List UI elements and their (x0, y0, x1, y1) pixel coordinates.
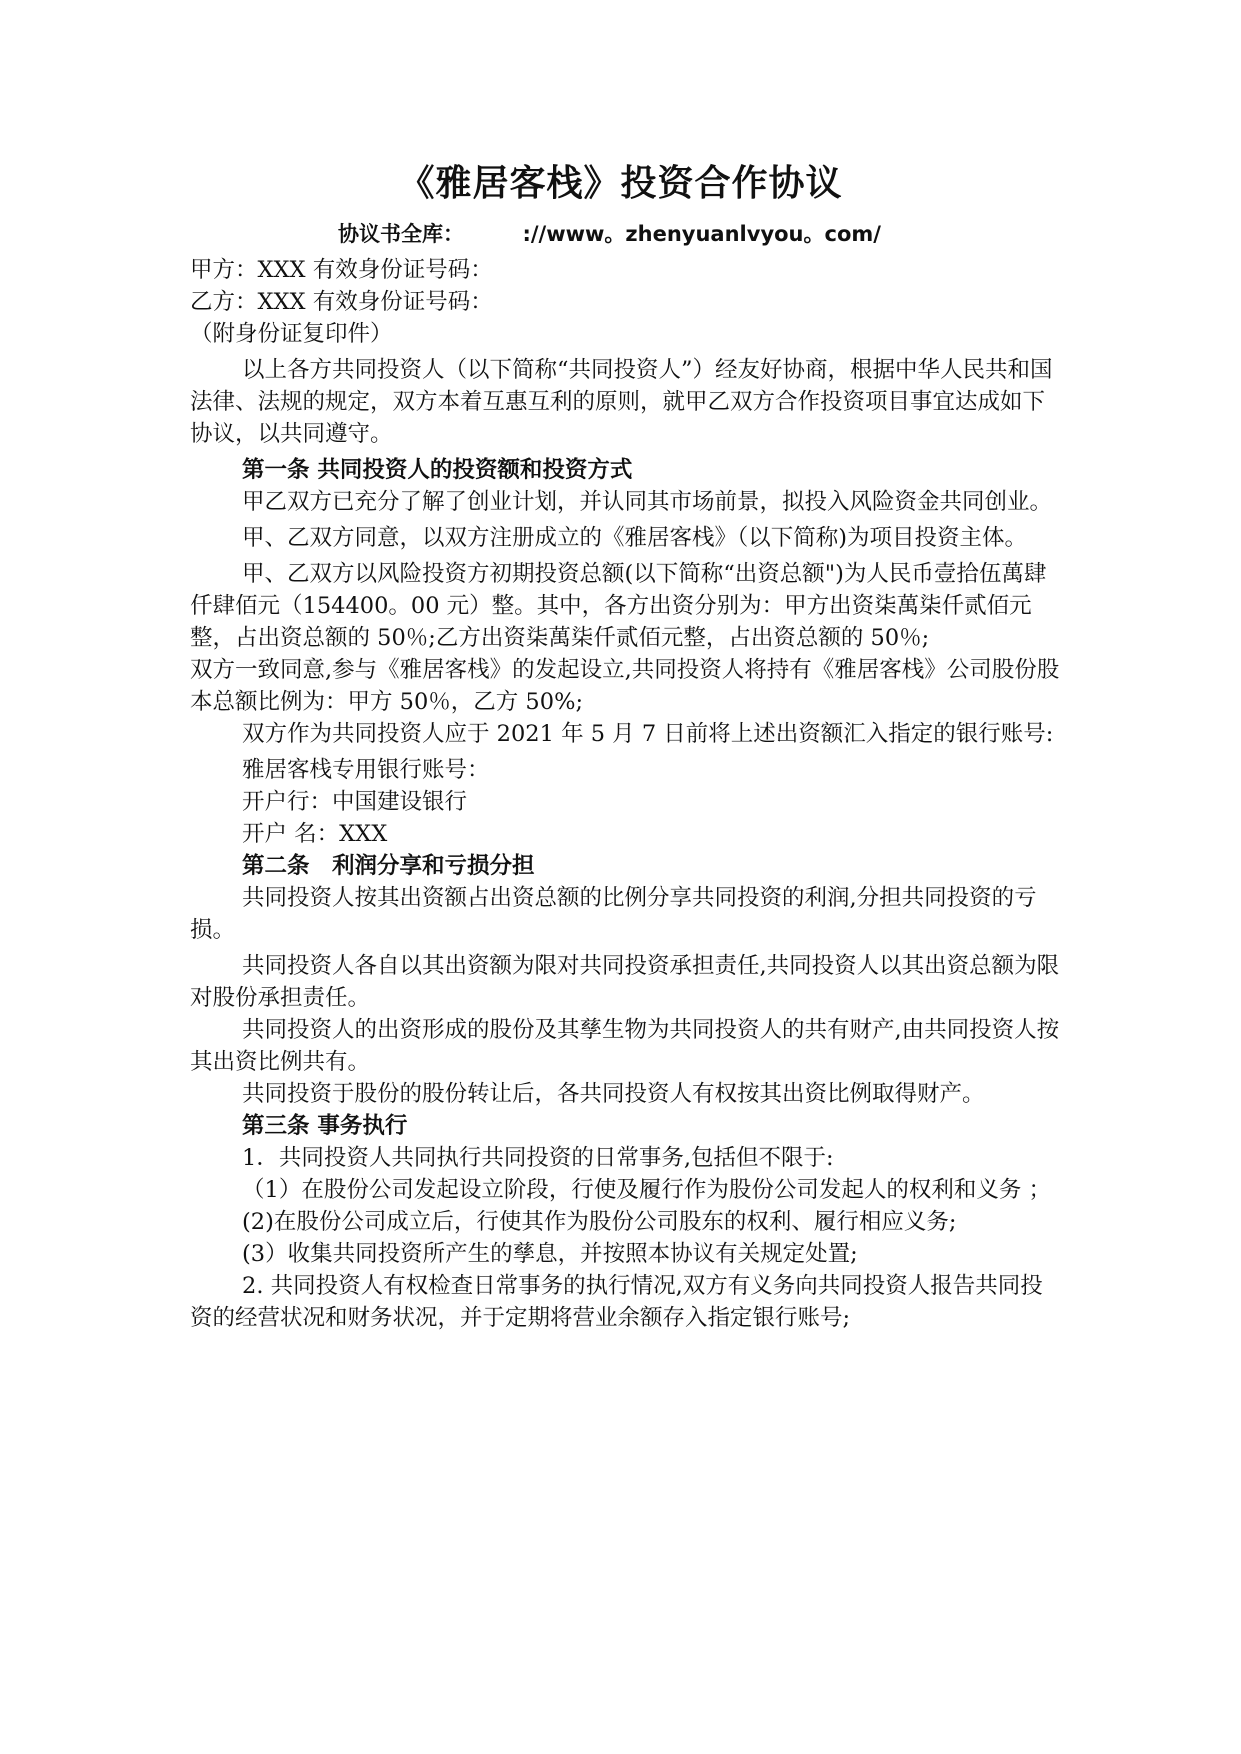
article-3-item: （1）在股份公司发起设立阶段，行使及履行作为股份公司发起人的权利和义务 ； (242, 1177, 1051, 1203)
article-1-paragraph: 甲、乙双方同意，以双方注册成立的《雅居客栈》（以下简称)为项目投资主体。 (242, 525, 1028, 551)
party-b-line: 乙方：XXX 有效身份证号码： (190, 289, 493, 315)
bank-account-line: 雅居客栈专用银行账号： (242, 757, 490, 783)
article-1-paragraph: 甲乙双方已充分了解了创业计划，并认同其市场前景，拟投入风险资金共同创业。 (242, 489, 1053, 515)
document-subtitle: 协议书全库： ://www。zhenyuanlvyou。com/ (338, 222, 881, 246)
article-2-paragraph: 共同投资人的出资形成的股份及其孳生物为共同投资人的共有财产,由共同投资人按其出资比例共有。 (190, 1017, 1060, 1075)
article-1-paragraph: 双方作为共同投资人应于 2021 年 5 月 7 日前将上述出资额汇入指定的银行账号: (242, 721, 1054, 747)
article-3-item: 1．共同投资人共同执行共同投资的日常事务,包括但不限于: (242, 1145, 834, 1171)
article-3-item: (2)在股份公司成立后，行使其作为股份公司股东的权利、履行相应义务; (242, 1209, 957, 1235)
article-1-paragraph: 甲、乙双方以风险投资方初期投资总额(以下简称“出资总额")为人民币壹拾伍萬肆仟肆佰元（154400。00 元）整。其中，各方出资分别为：甲方出资柒萬柒仟贰佰元整，占出资总额的 50％;乙方出资柒萬柒仟贰佰元整，占出资总额的 50％; (190, 561, 1047, 651)
document-body (190, 254, 1060, 1334)
account-holder-line: 开户 名：XXX (242, 821, 388, 847)
article-3-item: (3）收集共同投资所产生的孳息，并按照本协议有关规定处置; (242, 1241, 858, 1267)
article-2-paragraph: 共同投资人按其出资额占出资总额的比例分享共同投资的利润,分担共同投资的亏损。 (190, 885, 1037, 943)
party-a-line: 甲方：XXX 有效身份证号码： (190, 257, 493, 283)
preamble-paragraph: 以上各方共同投资人（以下简称“共同投资人”）经友好协商，根据中华人民共和国法律、法规的规定，双方本着互惠互利的原则，就甲乙双方合作投资项目事宜达成如下协议，以共同遵守。 (190, 357, 1053, 447)
article-2-paragraph: 共同投资于股份的股份转让后，各共同投资人有权按其出资比例取得财产。 (242, 1081, 985, 1107)
article-2-paragraph: 共同投资人各自以其出资额为限对共同投资承担责任,共同投资人以其出资总额为限对股份承担责任。 (190, 953, 1060, 1011)
document-title: 《雅居客栈》投资合作协议 (398, 162, 843, 204)
article-1-paragraph: 双方一致同意,参与《雅居客栈》的发起设立,共同投资人将持有《雅居客栈》公司股份股本总额比例为：甲方 50％，乙方 50%; (190, 657, 1060, 715)
article-1-heading: 第一条 共同投资人的投资额和投资方式 (242, 457, 633, 483)
id-copy-note: （附身份证复印件） (190, 321, 393, 347)
article-3-item: 2. 共同投资人有权检查日常事务的执行情况,双方有义务向共同投资人报告共同投资的经营状况和财务状况，并于定期将营业余额存入指定银行账号; (190, 1273, 1043, 1331)
bank-name-line: 开户行：中国建设银行 (242, 789, 468, 815)
article-2-heading: 第二条 利润分享和亏损分担 (242, 853, 535, 879)
article-3-heading: 第三条 事务执行 (242, 1113, 408, 1139)
